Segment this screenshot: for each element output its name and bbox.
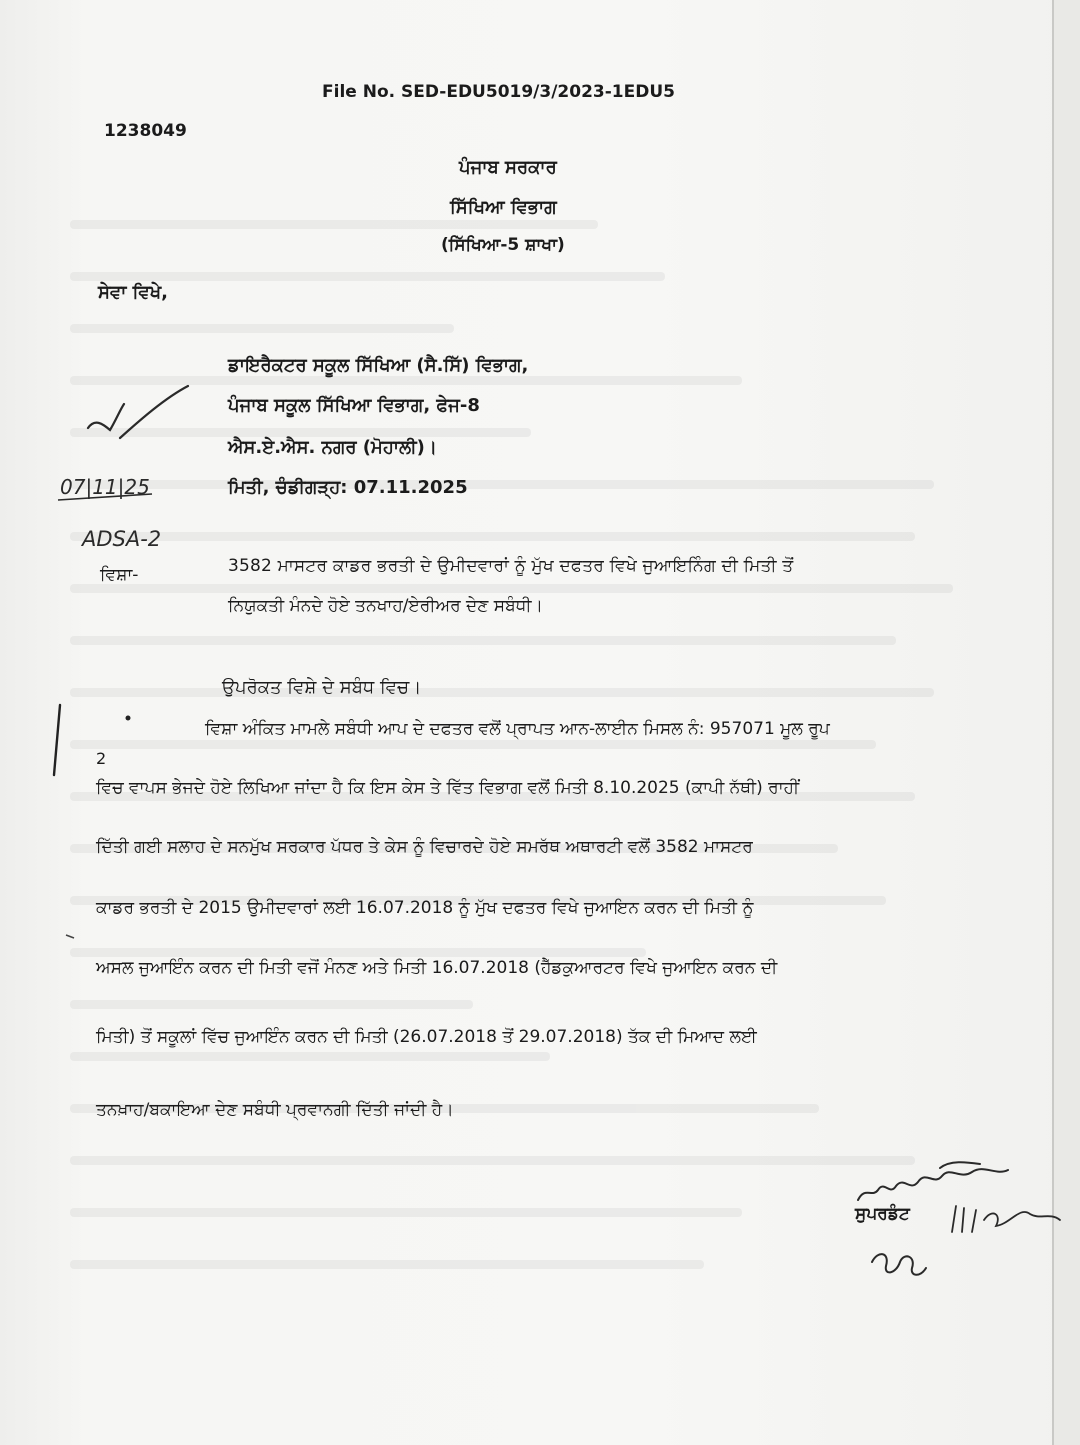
- paragraph-number: 2: [96, 749, 107, 768]
- signature-date-scribble: [952, 1206, 1060, 1232]
- handwritten-received-date: 07|11|25: [60, 475, 150, 499]
- margin-dot: [126, 716, 131, 721]
- signature-scribble: [858, 1162, 1008, 1200]
- body-line: ਦਿੱਤੀ ਗਈ ਸਲਾਹ ਦੇ ਸਨਮੁੱਖ ਸਰਕਾਰ ਪੱਧਰ ਤੇ ਕੇਸ ਨੂੰ ਵਿਚਾਰਦੇ ਹੋਏ ਸਮਰੱਥ ਅਥਾਰਟੀ ਵਲੋਂ 3582 ਮਾਸਟਰ: [96, 837, 753, 857]
- file-number: File No. SED-EDU5019/3/2023-1EDU5: [322, 82, 675, 102]
- department-heading: ਸਿੱਖਿਆ ਵਿਭਾਗ: [450, 197, 557, 218]
- address-line-2: ਪੰਜਾਬ ਸਕੂਲ ਸਿੱਖਿਆ ਵਿਭਾਗ, ਫੇਜ-8: [228, 395, 480, 416]
- handwritten-marking: ADSA-2: [82, 527, 162, 551]
- body-line: ਤਨਖ਼ਾਹ/ਬਕਾਇਆ ਦੇਣ ਸਬੰਧੀ ਪ੍ਰਵਾਨਗੀ ਦਿੱਤੀ ਜਾਂਦੀ ਹੈ।: [96, 1100, 454, 1120]
- address-line-1: ਡਾਇਰੈਕਟਰ ਸਕੂਲ ਸਿੱਖਿਆ (ਸੈ.ਸਿੱ) ਵਿਭਾਗ,: [228, 355, 529, 376]
- reference-number: 1238049: [104, 121, 187, 141]
- margin-tick: [66, 935, 74, 938]
- body-line: ਮਿਤੀ) ਤੋਂ ਸਕੂਲਾਂ ਵਿੱਚ ਜੁਆਇੰਨ ਕਰਨ ਦੀ ਮਿਤੀ (26.07.2018 ਤੋਂ 29.07.2018) ਤੱਕ ਦੀ ਮਿਆਦ ਲਈ: [96, 1027, 757, 1047]
- government-heading: ਪੰਜਾਬ ਸਰਕਾਰ: [459, 157, 557, 178]
- letter-date: ਮਿਤੀ, ਚੰਡੀਗੜ੍ਹ: 07.11.2025: [228, 477, 468, 498]
- subject-line-2: ਨਿਯੁਕਤੀ ਮੰਨਦੇ ਹੋਏ ਤਨਖਾਹ/ਏਰੀਅਰ ਦੇਣ ਸਬੰਧੀ।: [228, 596, 543, 616]
- handwritten-initials: [88, 386, 188, 438]
- page-edge: [1052, 0, 1054, 1445]
- scan-edge-strip: [1054, 0, 1080, 1445]
- address-line-3: ਐਸ.ਏ.ਐਸ. ਨਗਰ (ਮੋਹਾਲੀ)।: [228, 437, 437, 458]
- signatory-title: ਸੁਪਰਡੰਟ: [855, 1204, 910, 1224]
- margin-stroke: [54, 705, 60, 775]
- body-line: ਵਿਚ ਵਾਪਸ ਭੇਜਦੇ ਹੋਏ ਲਿਖਿਆ ਜਾਂਦਾ ਹੈ ਕਿ ਇਸ ਕੇਸ ਤੇ ਵਿੱਤ ਵਿਭਾਗ ਵਲੋਂ ਮਿਤੀ 8.10.2025 (ਕਾਪੀ ਨੱਥੀ) ਰਾਹੀਂ: [96, 778, 800, 798]
- signature-initials: [872, 1254, 926, 1275]
- body-line: ਅਸਲ ਜੁਆਇੰਨ ਕਰਨ ਦੀ ਮਿਤੀ ਵਜੋਂ ਮੰਨਣ ਅਤੇ ਮਿਤੀ 16.07.2018 (ਹੈੱਡਕੁਆਰਟਰ ਵਿਖੇ ਜੁਆਇਨ ਕਰਨ ਦੀ: [96, 958, 778, 978]
- subject-line-1: 3582 ਮਾਸਟਰ ਕਾਡਰ ਭਰਤੀ ਦੇ ਉਮੀਦਵਾਰਾਂ ਨੂੰ ਮੁੱਖ ਦਫਤਰ ਵਿਖੇ ਜੁਆਇਨਿੰਗ ਦੀ ਮਿਤੀ ਤੋਂ: [228, 556, 794, 576]
- subject-label: ਵਿਸ਼ਾ-: [100, 565, 139, 585]
- reference-line: ਉਪਰੋਕਤ ਵਿਸ਼ੇ ਦੇ ਸਬੰਧ ਵਿਚ।: [222, 677, 422, 698]
- salutation: ਸੇਵਾ ਵਿਖੇ,: [98, 282, 168, 303]
- body-line: ਵਿਸ਼ਾ ਅੰਕਿਤ ਮਾਮਲੇ ਸਬੰਧੀ ਆਪ ਦੇ ਦਫਤਰ ਵਲੋਂ ਪ੍ਰਾਪਤ ਆਨ-ਲਾਈਨ ਮਿਸਲ ਨੰ: 957071 ਮੂਲ ਰੂਪ: [205, 719, 830, 739]
- body-line: ਕਾਡਰ ਭਰਤੀ ਦੇ 2015 ਉਮੀਦਵਾਰਾਂ ਲਈ 16.07.2018 ਨੂੰ ਮੁੱਖ ਦਫਤਰ ਵਿਖੇ ਜੁਆਇਨ ਕਰਨ ਦੀ ਮਿਤੀ ਨੂੰ: [96, 898, 754, 918]
- branch-heading: (ਸਿੱਖਿਆ-5 ਸ਼ਾਖਾ): [441, 235, 565, 255]
